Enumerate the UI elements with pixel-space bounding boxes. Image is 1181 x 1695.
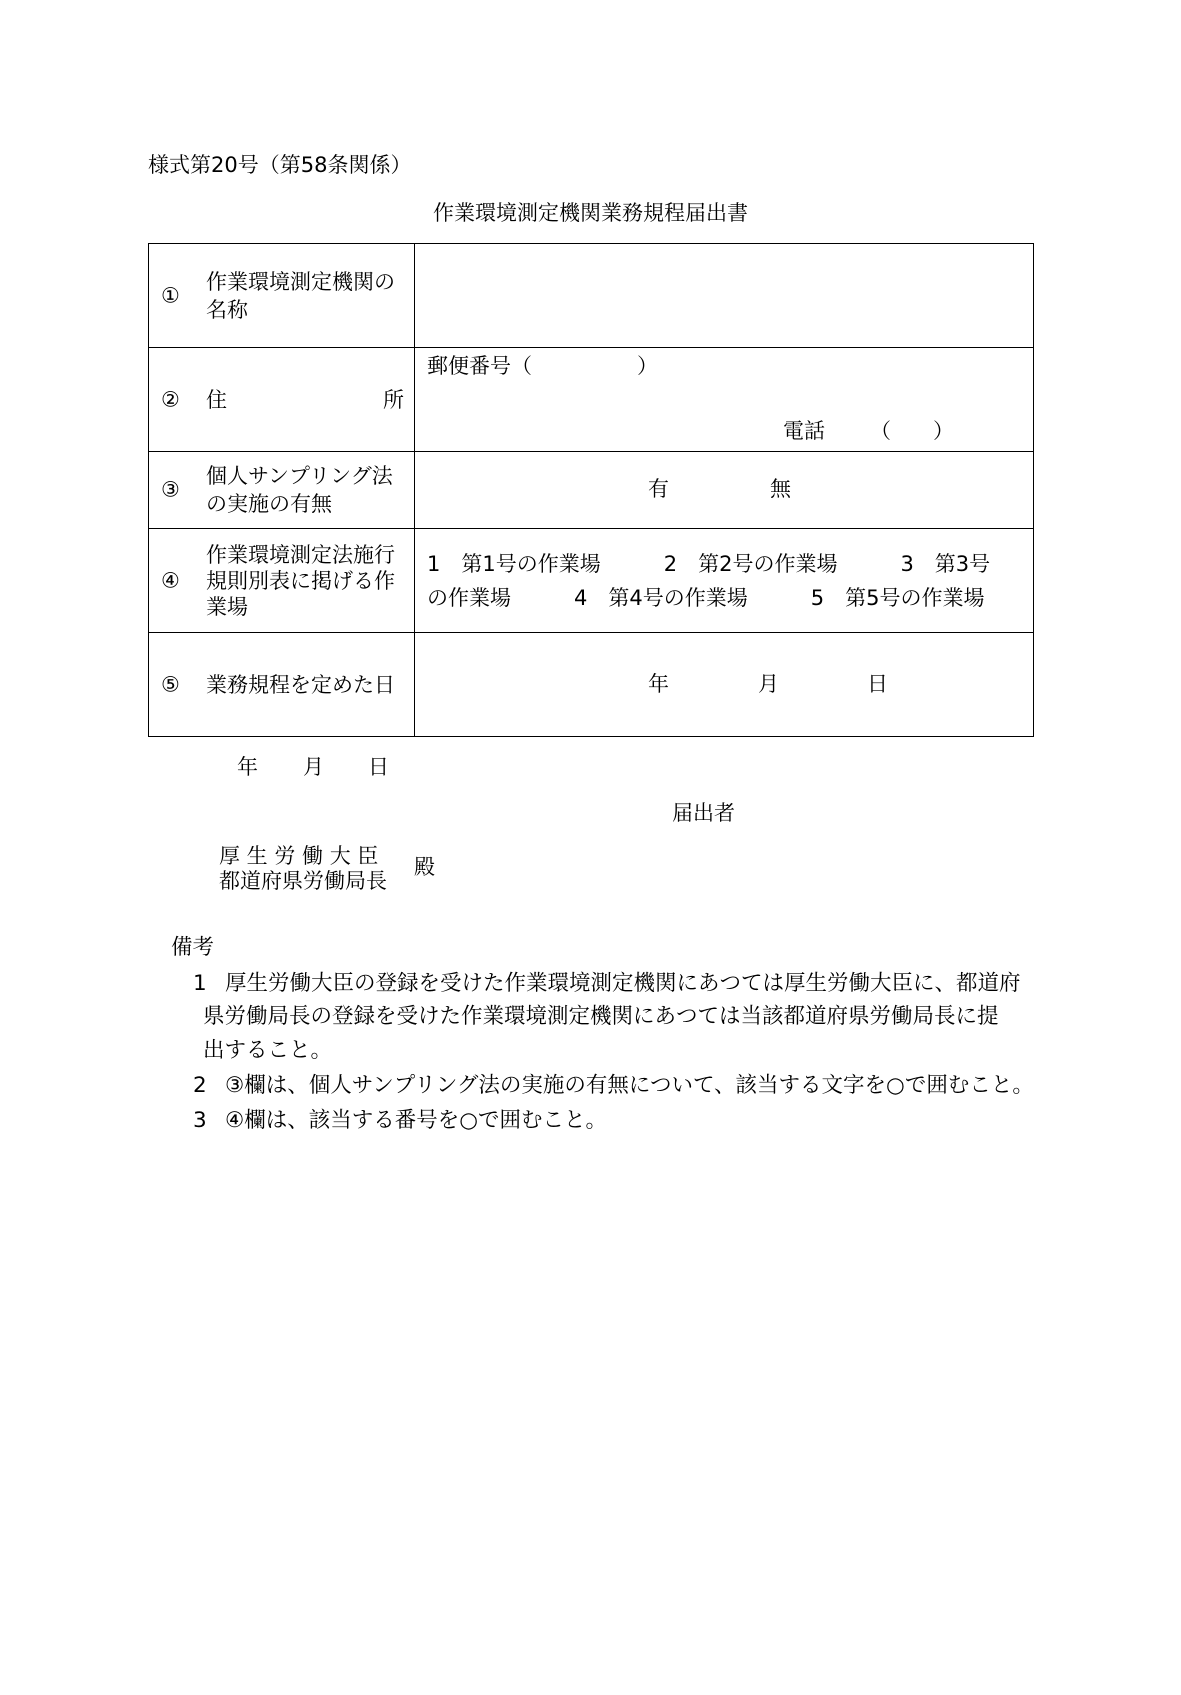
date-day: 日: [368, 755, 389, 779]
row-number: ④: [161, 568, 180, 592]
day-label: 日: [867, 672, 888, 696]
option-yes[interactable]: 有: [648, 477, 669, 501]
year-label: 年: [648, 672, 669, 696]
phone-parens: （ ）: [870, 419, 954, 443]
label: 業務規程を定めた日: [206, 672, 395, 697]
form-number: 様式第20号（第58条関係）: [148, 153, 412, 177]
addressee-bureau: 都道府県労働局長: [219, 869, 387, 893]
rules-date-field[interactable]: [415, 633, 1034, 737]
label: 規則別表に掲げる作: [206, 568, 395, 593]
row-personal-sampling: [149, 452, 1034, 529]
note-text: ③欄は、個人サンプリング法の実施の有無について、該当する文字を○で囲むこと。: [225, 1073, 1034, 1098]
label: 作業環境測定機関の: [206, 269, 395, 294]
honorific: 殿: [414, 855, 435, 879]
note-number: 2: [193, 1073, 207, 1098]
label: 名称: [206, 297, 248, 322]
postal-code: 郵便番号（ ）: [427, 354, 658, 378]
month-label: 月: [758, 672, 779, 696]
label: 個人サンプリング法: [206, 464, 393, 488]
label: 所: [383, 387, 404, 412]
workplace-options[interactable]: の作業場 4 第4号の作業場 5 第5号の作業場: [427, 585, 985, 610]
addressee-minister: 厚 生 労 働 大 臣: [219, 844, 379, 868]
notes-heading: 備考: [171, 935, 215, 960]
row-number: ①: [161, 283, 180, 307]
address-field[interactable]: [415, 348, 1034, 452]
row-number: ③: [161, 477, 180, 502]
row-workplaces: [149, 529, 1034, 633]
note-text: 厚生労働大臣の登録を受けた作業環境測定機関にあつては厚生労働大臣に、都道府: [225, 971, 1021, 996]
date-year: 年: [237, 755, 258, 779]
row-organization-name: [149, 244, 1034, 348]
note-text: ④欄は、該当する番号を○で囲むこと。: [225, 1108, 608, 1133]
label: 住: [206, 387, 227, 412]
row-number: ②: [161, 387, 180, 411]
row-rules-date: [149, 633, 1034, 737]
note-text: 出すること。: [203, 1038, 333, 1063]
note-number: 1: [193, 971, 207, 996]
organization-name-field[interactable]: [415, 244, 1034, 348]
note-number: 3: [193, 1108, 207, 1133]
label: の実施の有無: [206, 492, 332, 516]
date-month: 月: [303, 755, 324, 779]
label: 業場: [206, 594, 248, 619]
note-text: 県労働局長の登録を受けた作業環境測定機関にあつては当該都道府県労働局長に提: [203, 1004, 999, 1029]
label: 作業環境測定法施行: [206, 542, 395, 567]
option-no[interactable]: 無: [770, 477, 791, 501]
row-number: ⑤: [161, 672, 180, 696]
form-table: [148, 243, 1034, 737]
row-address: [149, 348, 1034, 452]
workplace-options[interactable]: 1 第1号の作業場 2 第2号の作業場 3 第3号: [427, 551, 991, 576]
phone-label: 電話: [783, 419, 825, 443]
document-title: 作業環境測定機関業務規程届出書: [433, 201, 748, 225]
applicant-label: 届出者: [672, 801, 735, 825]
